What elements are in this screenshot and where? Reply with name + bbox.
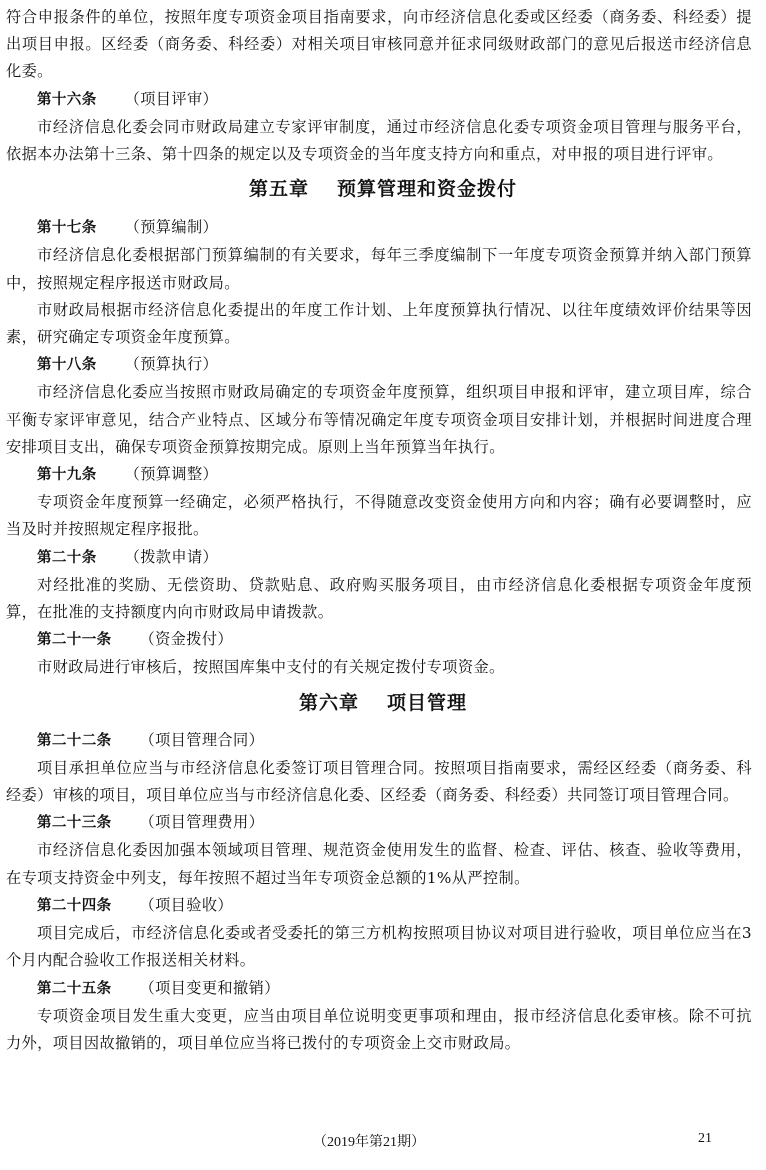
article-heading <box>0 86 766 114</box>
paragraph: 专项资金项目发生重大变更，应当由项目单位说明变更事项和理由，报市经济信息化委审核。除不可抗力外，项目因故撤销的，项目单位应当将已拨付的专项资金上交市财政局。 <box>6 1006 752 1052</box>
article-number: 第二十条 <box>37 549 97 566</box>
article-title: （预算编制） <box>124 218 219 237</box>
chapter-heading <box>0 175 766 203</box>
article-title: （拨款申请） <box>124 547 219 566</box>
paragraph: 市经济信息化委应当按照市财政局确定的专项资金年度预算，组织项目申报和评审，建立项目库，综合平衡专家评审意见，结合产业特点、区域分布等情况确定年度专项资金项目安排计划，并根据时间进度合理安排项目支出，确保专项资金预算按期完成。原则上当年预算当年执行。 <box>6 383 752 456</box>
article-title: （项目管理费用） <box>139 813 265 832</box>
issue-label: （2019年第21期） <box>313 1135 425 1150</box>
article-number: 第十六条 <box>37 91 97 108</box>
article-title: （项目验收） <box>139 895 234 914</box>
article-number: 第二十一条 <box>37 632 112 649</box>
page-number: 21 <box>698 1131 712 1146</box>
paragraph: 专项资金年度预算一经确定，必须严格执行，不得随意改变资金使用方向和内容；确有必要调整时，应当及时并按照规定程序报批。 <box>6 493 752 539</box>
article-title: （预算调整） <box>124 465 219 484</box>
article-number: 第二十五条 <box>37 980 112 997</box>
article-number: 第二十四条 <box>37 897 112 914</box>
chapter-number: 第六章 <box>298 691 359 714</box>
paragraph: 符合申报条件的单位，按照年度专项资金项目指南要求，向市经济信息化委或区经委（商务委、科经委）提出项目申报。区经委（商务委、科经委）对相关项目审核同意并征求同级财政部门的意见后报送市经济信息化委。 <box>6 8 752 81</box>
article-title: （项目评审） <box>124 89 219 108</box>
article-heading <box>0 809 766 837</box>
article-title: （项目变更和撤销） <box>139 978 280 997</box>
paragraph: 市财政局进行审核后，按照国库集中支付的有关规定拨付专项资金。 <box>37 658 505 677</box>
article-heading <box>0 214 766 242</box>
article-number: 第十七条 <box>37 220 97 237</box>
article-title: （项目管理合同） <box>139 730 265 749</box>
paragraph: 项目完成后，市经济信息化委或者受委托的第三方机构按照项目协议对项目进行验收，项目单位应当在3个月内配合验收工作报送相关材料。 <box>6 924 752 970</box>
article-number: 第十八条 <box>37 357 97 374</box>
article-number: 第十九条 <box>37 467 97 484</box>
article-title: （预算执行） <box>124 355 219 374</box>
paragraph: 市经济信息化委根据部门预算编制的有关要求，每年三季度编制下一年度专项资金预算并纳入部门预算中，按照规定程序报送市财政局。 <box>6 246 752 292</box>
article-heading <box>0 544 766 572</box>
chapter-number: 第五章 <box>248 178 309 201</box>
chapter-title: 项目管理 <box>387 691 468 714</box>
paragraph: 市经济信息化委会同市财政局建立专家评审制度，通过市经济信息化委专项资金项目管理与服务平台，依据本办法第十三条、第十四条的规定以及专项资金的当年度支持方向和重点，对申报的项目进行评审。 <box>6 117 752 164</box>
page-footer <box>0 1131 766 1151</box>
article-title: （资金拨付） <box>139 630 234 649</box>
chapter-heading <box>0 689 766 717</box>
paragraph: 市经济信息化委因加强本领域项目管理、规范资金使用发生的监督、检查、评估、核查、验收等费用，在专项支持资金中列支，每年按照不超过当年专项资金总额的1%从严控制。 <box>6 841 752 887</box>
article-heading <box>0 626 766 654</box>
chapter-title: 预算管理和资金拨付 <box>337 178 518 201</box>
article-heading <box>0 892 766 920</box>
article-heading <box>0 727 766 755</box>
document-body <box>0 4 766 1057</box>
paragraph: 对经批准的奖励、无偿资助、贷款贴息、政府购买服务项目，由市经济信息化委根据专项资金年度预算，在批准的支持额度内向市财政局申请拨款。 <box>6 575 752 622</box>
article-heading <box>0 351 766 379</box>
paragraph: 项目承担单位应当与市经济信息化委签订项目管理合同。按照项目指南要求，需经区经委（商务委、科经委）审核的项目，项目单位应当与市经济信息化委、区经委（商务委、科经委）共同签订项目管理合同。 <box>6 758 752 805</box>
article-number: 第二十二条 <box>37 732 112 749</box>
paragraph: 市财政局根据市经济信息化委提出的年度工作计划、上年度预算执行情况、以往年度绩效评价结果等因素，研究确定专项资金年度预算。 <box>6 300 752 347</box>
article-heading <box>0 975 766 1003</box>
article-number: 第二十三条 <box>37 815 112 832</box>
article-heading <box>0 461 766 489</box>
